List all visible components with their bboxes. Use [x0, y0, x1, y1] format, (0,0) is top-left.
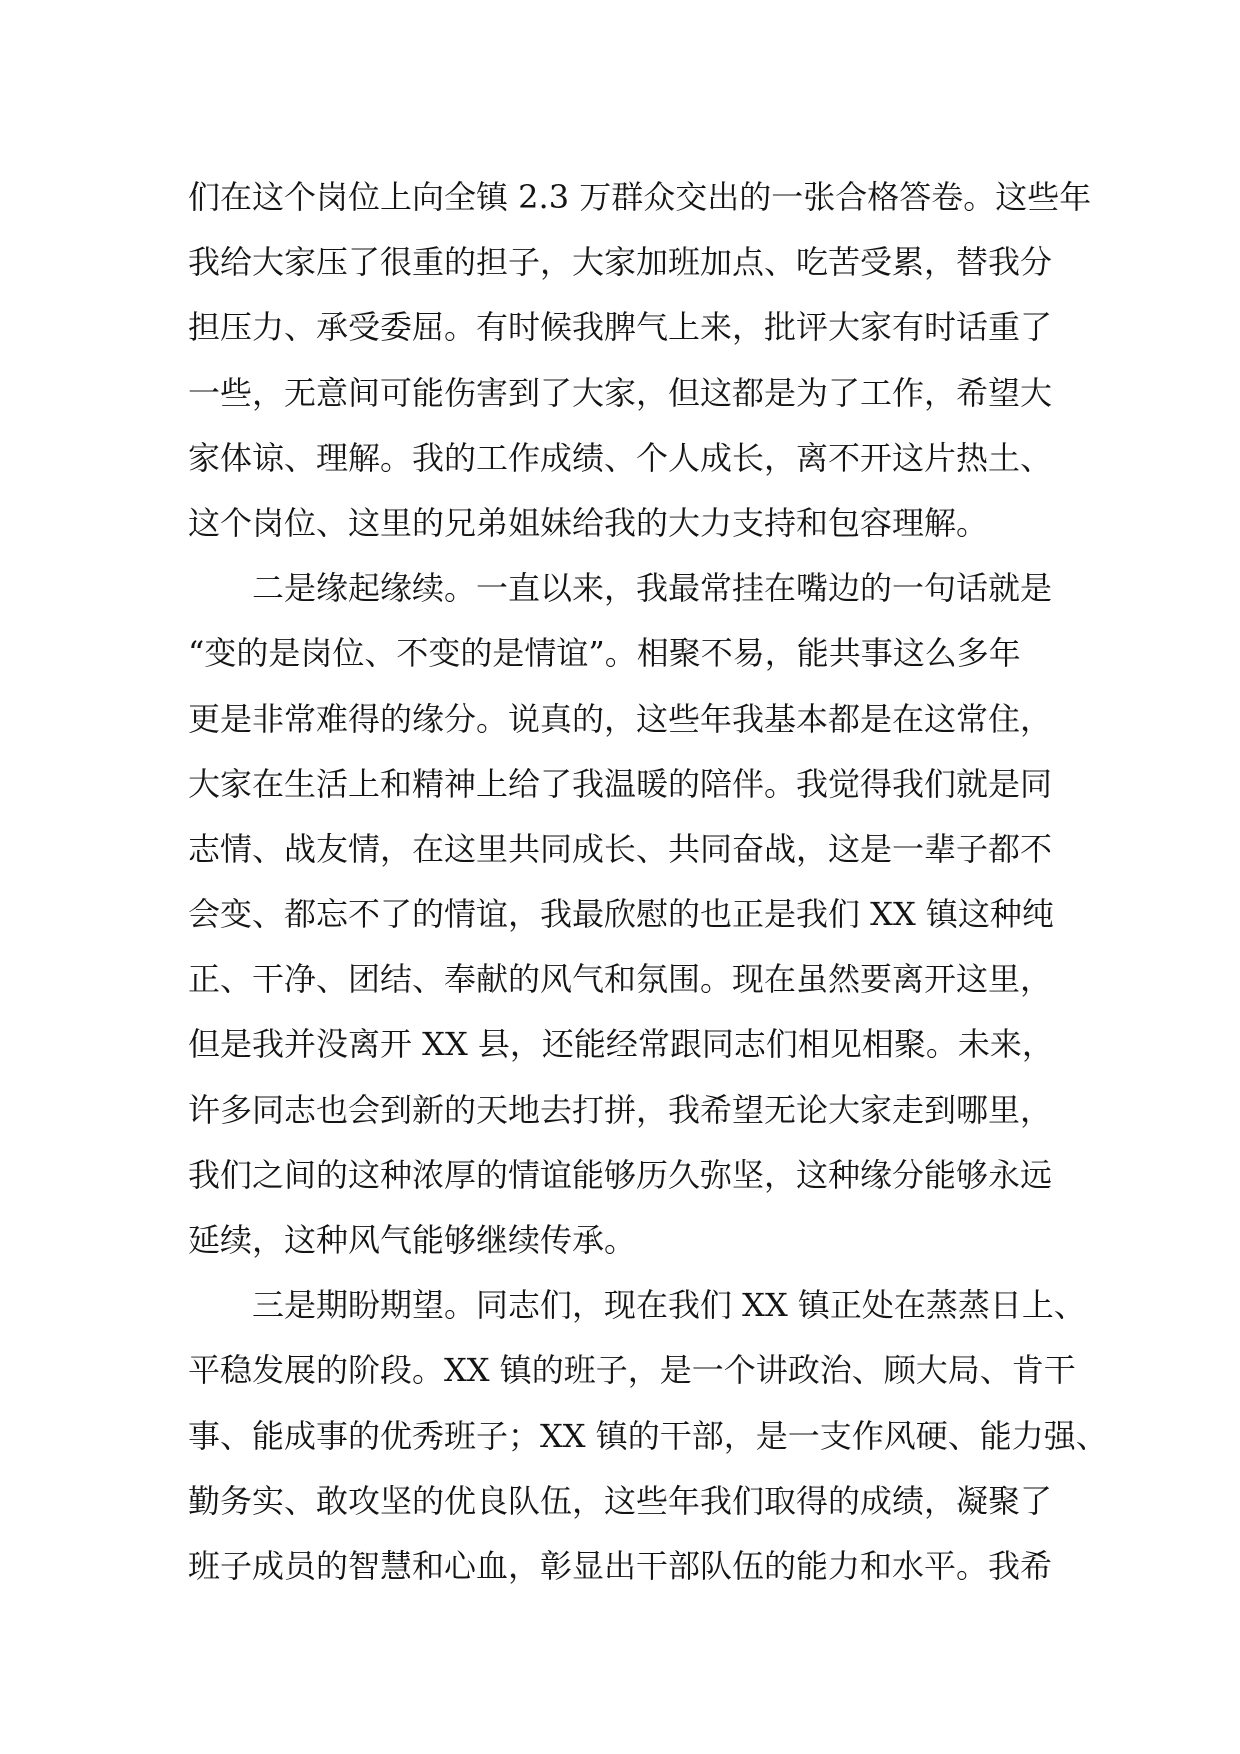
text-line: 事、能成事的优秀班子；XX 镇的干部，是一支作风硬、能力强、	[188, 1416, 1108, 1455]
text-line: 会变、都忘不了的情谊，我最欣慰的也正是我们 XX 镇这种纯	[188, 895, 1054, 934]
text-line: 志情、战友情，在这里共同成长、共同奋战，这是一辈子都不	[188, 829, 1053, 868]
text-line: 担压力、承受委屈。有时候我脾气上来，批评大家有时话重了	[188, 308, 1053, 347]
text-line: 勤务实、敢攻坚的优良队伍，这些年我们取得的成绩，凝聚了	[188, 1481, 1053, 1520]
text-line: 延续，这种风气能够继续传承。	[188, 1221, 637, 1259]
paragraph-heading-line: 三是期盼期望。同志们，现在我们 XX 镇正处在蒸蒸日上、	[252, 1286, 1086, 1325]
body-text	[188, 165, 1108, 1599]
text-line: 平稳发展的阶段。XX 镇的班子，是一个讲政治、顾大局、肯干	[188, 1351, 1076, 1390]
text-line: 一些，无意间可能伤害到了大家，但这都是为了工作，希望大	[188, 373, 1053, 412]
text-line: 更是非常难得的缘分。说真的，这些年我基本都是在这常住，	[188, 699, 1053, 738]
text-line: 我们之间的这种浓厚的情谊能够历久弥坚，这种缘分能够永远	[188, 1155, 1053, 1194]
text-line: 班子成员的智慧和心血，彰显出干部队伍的能力和水平。我希	[188, 1546, 1053, 1585]
text-line: 我给大家压了很重的担子，大家加班加点、吃苦受累，替我分	[188, 243, 1053, 282]
text-line: 大家在生活上和精神上给了我温暖的陪伴。我觉得我们就是同	[188, 764, 1053, 803]
text-line: 这个岗位、这里的兄弟姐妹给我的大力支持和包容理解。	[188, 503, 989, 542]
text-line: 正、干净、团结、奉献的风气和氛围。现在虽然要离开这里，	[188, 960, 1053, 999]
text-line: 但是我并没离开 XX 县，还能经常跟同志们相见相聚。未来，	[188, 1025, 1054, 1064]
text-line: 家体谅、理解。我的工作成绩、个人成长，离不开这片热土、	[188, 438, 1053, 477]
text-line: “变的是岗位、不变的是情谊”。相聚不易，能共事这么多年	[188, 634, 1021, 673]
text-line: 们在这个岗位上向全镇 2.3 万群众交出的一张合格答卷。这些年	[188, 178, 1092, 216]
paragraph-heading-line: 二是缘起缘续。一直以来，我最常挂在嘴边的一句话就是	[252, 569, 1053, 608]
text-line: 许多同志也会到新的天地去打拼，我希望无论大家走到哪里，	[188, 1090, 1053, 1129]
